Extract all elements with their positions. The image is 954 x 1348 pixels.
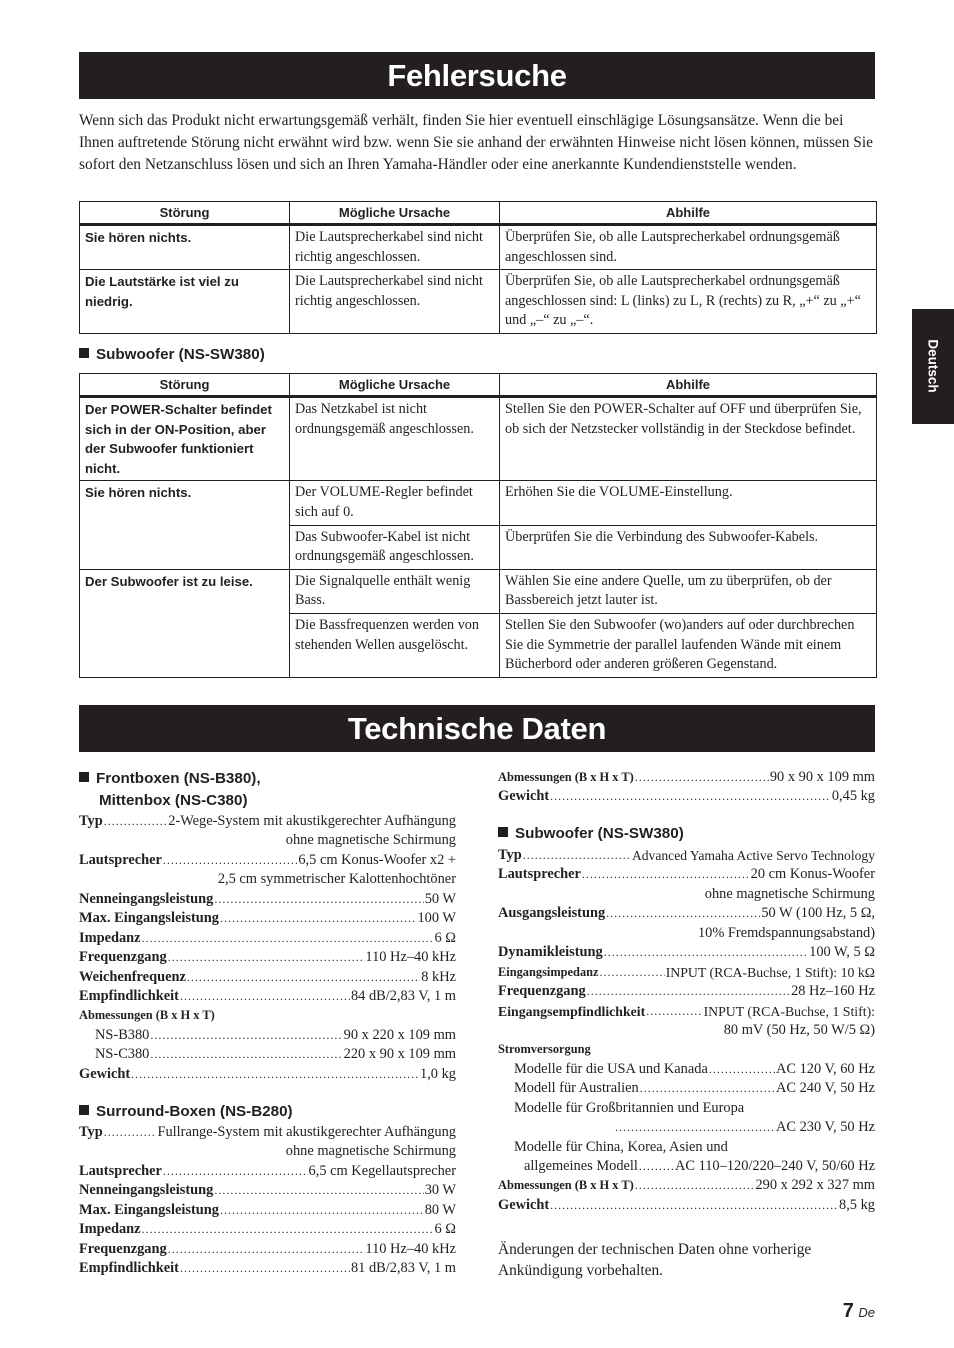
spec-row: allgemeines Modell ..... AC 110–120/220–240 V, 50/60 Hz (498, 1157, 875, 1176)
column-header-stoerung: Störung (80, 374, 290, 397)
section-title-fehlersuche: Fehlersuche (79, 52, 875, 99)
bullet-square-icon (79, 348, 89, 358)
problem-cell: Die Lautstärke ist viel zu niedrig. (80, 270, 290, 334)
spec-row: Weichenfrequenz ..... 8 kHz (79, 968, 456, 987)
spec-row: Gewicht ..... 8,5 kg (498, 1196, 875, 1215)
remedy-cell: Stellen Sie den POWER-Schalter auf OFF und überprüfen Sie, ob sich der Netzstecker vollständig in der Steckdose befindet. (500, 397, 877, 481)
spec-row: Gewicht ..... 1,0 kg (79, 1065, 456, 1084)
table-row (80, 613, 877, 677)
spec-row: ohne magnetische Schirmung (704, 885, 875, 902)
spec-row: Lautsprecher ..... 6,5 cm Kegellautsprecher (79, 1162, 456, 1181)
column-header-stoerung: Störung (80, 202, 290, 225)
cause-cell: Das Netzkabel ist nicht ordnungsgemäß angeschlossen. (290, 397, 500, 481)
spec-row: Typ ..... Fullrange-System mit akustikgerechter Aufhängung (79, 1123, 456, 1142)
spec-row: Typ ..... Advanced Yamaha Active Servo Technology (498, 846, 875, 865)
spec-list-subwoofer (498, 846, 875, 1215)
column-header-abhilfe: Abhilfe (500, 202, 877, 225)
problem-cell: Sie hören nichts. (80, 225, 290, 270)
troubleshooting-table-subwoofer (79, 373, 877, 678)
spec-row: Modell für Australien ..... AC 240 V, 50 Hz (498, 1079, 875, 1098)
spec-row: Eingangsimpedanz ..... INPUT (RCA-Buchse, 1 Stift): 10 kΩ (498, 963, 875, 982)
spec-row: NS-B380 ..... 90 x 220 x 109 mm (79, 1026, 456, 1045)
table-row (80, 569, 877, 613)
problem-cell: Der POWER-Schalter befindet sich in der ON-Position, aber der Subwoofer funktioniert nicht. (80, 397, 290, 481)
table-row (80, 270, 877, 334)
spec-row: Impedanz ..... 6 Ω (79, 929, 456, 948)
specs-change-note: Änderungen der technischen Daten ohne vorherige Ankündigung vorbehalten. (498, 1241, 812, 1279)
spec-row: Stromversorgung (498, 1042, 591, 1057)
spec-row: Lautsprecher ..... 6,5 cm Konus-Woofer x2 + (79, 851, 456, 870)
spec-row: Frequenzgang ..... 28 Hz–160 Hz (498, 982, 875, 1001)
cause-cell: Das Subwoofer-Kabel ist nicht ordnungsgemäß angeschlossen. (290, 525, 500, 569)
remedy-cell: Wählen Sie eine andere Quelle, um zu überprüfen, ob der Bassbereich jetzt lauter ist. (500, 569, 877, 613)
spec-row: Abmessungen (B x H x T) ..... 290 x 292 x 327 mm (498, 1176, 875, 1195)
spec-row: Modelle für China, Korea, Asien und (514, 1138, 728, 1155)
column-header-ursache: Mögliche Ursache (290, 202, 500, 225)
table-row (80, 525, 877, 569)
cause-cell: Die Lautsprecherkabel sind nicht richtig angeschlossen. (290, 225, 500, 270)
spec-row: Eingangsempfindlichkeit ..... INPUT (RCA-Buchse, 1 Stift): (498, 1002, 875, 1021)
spec-row: Max. Eingangsleistung ..... 80 W (79, 1201, 456, 1220)
spec-row: Abmessungen (B x H x T) ..... 90 x 90 x 109 mm (498, 768, 875, 787)
problem-cell: Der Subwoofer ist zu leise. (80, 569, 290, 613)
bullet-square-icon (498, 827, 508, 837)
spec-row: Empfindlichkeit ..... 84 dB/2,83 V, 1 m (79, 987, 456, 1006)
spec-row: ohne magnetische Schirmung (285, 832, 456, 849)
subsection-heading-subwoofer-troubleshooting: Subwoofer (NS-SW380) (79, 344, 265, 366)
bullet-square-icon (79, 772, 89, 782)
spec-list-surround (79, 1123, 456, 1279)
cause-cell: Die Bassfrequenzen werden von stehenden Wellen ausgelöscht. (290, 613, 500, 677)
problem-cell (80, 525, 290, 569)
bullet-square-icon (79, 1105, 89, 1115)
problem-cell (80, 613, 290, 677)
column-header-abhilfe: Abhilfe (500, 374, 877, 397)
spec-row: Nenneingangsleistung ..... 30 W (79, 1181, 456, 1200)
spec-row: NS-C380 ..... 220 x 90 x 109 mm (79, 1045, 456, 1064)
cause-cell: Der VOLUME-Regler befindet sich auf 0. (290, 481, 500, 525)
spec-row: Frequenzgang ..... 110 Hz–40 kHz (79, 948, 456, 967)
column-header-ursache: Mögliche Ursache (290, 374, 500, 397)
spec-row: 80 mV (50 Hz, 50 W/5 Ω) (723, 1021, 875, 1038)
remedy-cell: Überprüfen Sie, ob alle Lautsprecherkabel ordnungsgemäß angeschlossen sind: L (links) zu L, R (rechts) zu R, „+“ zu „+“ und „–“ zu „–“. (500, 270, 877, 334)
remedy-cell: Überprüfen Sie, ob alle Lautsprecherkabel ordnungsgemäß angeschlossen sind. (500, 225, 877, 270)
spec-list-center-dimensions (498, 768, 875, 807)
spec-row: Abmessungen (B x H x T) (79, 1008, 215, 1023)
cause-cell: Die Signalquelle enthält wenig Bass. (290, 569, 500, 613)
remedy-cell: Überprüfen Sie die Verbindung des Subwoofer-Kabels. (500, 525, 877, 569)
spec-row: Dynamikleistung ..... 100 W, 5 Ω (498, 943, 875, 962)
page-number: 7 De (842, 1300, 875, 1322)
cause-cell: Die Lautsprecherkabel sind nicht richtig angeschlossen. (290, 270, 500, 334)
spec-row: Modelle für die USA und Kanada ..... AC 120 V, 60 Hz (498, 1060, 875, 1079)
table-row (80, 397, 877, 481)
table-row (80, 481, 877, 525)
spec-row: Impedanz ..... 6 Ω (79, 1220, 456, 1239)
spec-row: Empfindlichkeit ..... 81 dB/2,83 V, 1 m (79, 1259, 456, 1278)
spec-row: Typ ..... 2-Wege-System mit akustikgerechter Aufhängung (79, 812, 456, 831)
subsection-heading-surround: Surround-Boxen (NS-B280) (79, 1101, 293, 1123)
spec-row: Lautsprecher ..... 20 cm Konus-Woofer (498, 865, 875, 884)
spec-list-front (79, 812, 456, 1084)
subsection-heading-front-speakers: Frontboxen (NS-B380), Mittenbox (NS-C380) (79, 768, 261, 811)
table-row (80, 225, 877, 270)
section-title-technische-daten: Technische Daten (79, 705, 875, 752)
spec-row: Max. Eingangsleistung ..... 100 W (79, 909, 456, 928)
remedy-cell: Stellen Sie den Subwoofer (wo)anders auf oder durchbrechen Sie die Symmetrie der parallel laufenden Wände mit einem Bücherbord oder anderen größeren Gegenstand. (500, 613, 877, 677)
spec-row: Ausgangsleistung ..... 50 W (100 Hz, 5 Ω, (498, 904, 875, 923)
troubleshooting-table-general (79, 201, 877, 334)
remedy-cell: Erhöhen Sie die VOLUME-Einstellung. (500, 481, 877, 525)
spec-row: ..... AC 230 V, 50 Hz (498, 1118, 875, 1137)
intro-paragraph: Wenn sich das Produkt nicht erwartungsgemäß verhält, finden Sie hier eventuell einschlägige Lösungsansätze. Wenn die bei Ihnen auftretende Störung nicht erwähnt wird bzw. wenn Sie sie anhand der erwähnten Hinweise nicht lösen können, müssen Sie sofort den Netzanschluss lösen und sich an Ihren Yamaha-Händler oder eine anerkannte Kundendienststelle wenden. (79, 112, 873, 173)
spec-row: Frequenzgang ..... 110 Hz–40 kHz (79, 1240, 456, 1259)
spec-row: Nenneingangsleistung ..... 50 W (79, 890, 456, 909)
spec-row: 2,5 cm symmetrischer Kalottenhochtöner (217, 871, 456, 888)
language-tab: Deutsch (912, 309, 954, 424)
subsection-heading-subwoofer-specs: Subwoofer (NS-SW380) (498, 823, 684, 845)
spec-row: 10% Fremdspannungsabstand) (697, 924, 875, 941)
spec-row: Modelle für Großbritannien und Europa (514, 1099, 745, 1116)
spec-row: Gewicht ..... 0,45 kg (498, 787, 875, 806)
problem-cell: Sie hören nichts. (80, 481, 290, 525)
spec-row: ohne magnetische Schirmung (285, 1143, 456, 1160)
